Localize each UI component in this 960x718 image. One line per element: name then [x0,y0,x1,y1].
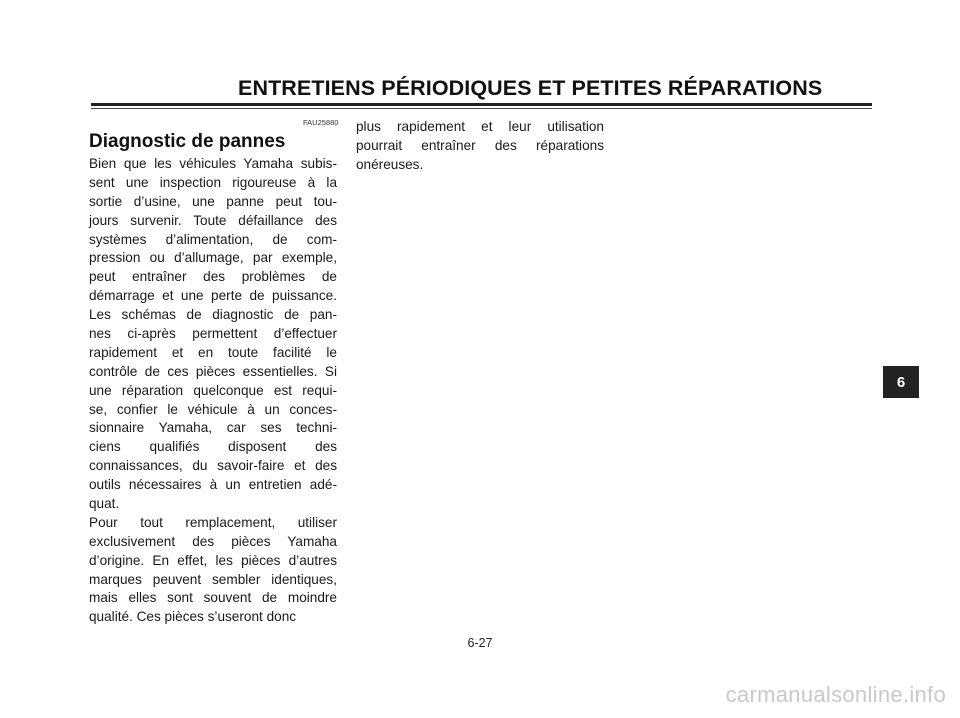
text-line: Bien que les véhicules Yamaha subis- [89,156,337,171]
text-line: se, confier le véhicule à un conces- [89,401,337,417]
chapter-tab: 6 [883,366,919,398]
text-line: connaissances, du savoir-faire et des [89,458,337,474]
text-line: qualité. Ces pièces s’useront donc [89,609,297,625]
text-line: rapidement et en toute facilité le [89,344,337,360]
text-line: pression ou d’allumage, par exemple, [89,250,337,266]
text-line: Les schémas de diagnostic de pan- [89,307,337,323]
section-code: FAU25880 [303,118,339,127]
text-line: outils nécessaires à un entretien adé- [89,477,337,493]
text-line: une réparation quelconque est requi- [89,382,337,398]
text-line: démarrage et une perte de puissance. [89,288,337,304]
text-line: plus rapidement et leur utilisation [356,119,604,134]
text-line: sortie d’usine, une panne peut tou- [89,193,337,209]
body-text-right-column [356,118,604,175]
text-line: sionnaire Yamaha, car ses techni- [89,420,337,436]
section-heading: Diagnostic de pannes [89,131,286,152]
text-line: contrôle de ces pièces essentielles. Si [89,363,337,379]
header-rule-thin [91,108,872,109]
text-line: jours survenir. Toute défaillance des [89,212,337,228]
text-line: systèmes d’alimentation, de com- [89,231,337,247]
text-line: nes ci-après permettent d’effectuer [89,326,337,342]
text-line: quat. [89,496,120,512]
text-line: onéreuses. [356,156,424,172]
text-line: exclusivement des pièces Yamaha [89,533,337,549]
text-line: pourrait entraîner des réparations [356,137,604,153]
header-rule-thick [91,103,872,106]
text-line: mais elles sont souvent de moindre [89,590,337,606]
text-line: sent une inspection rigoureuse à la [89,174,337,190]
text-line: d’origine. En effet, les pièces d’autres [89,552,337,568]
text-line: marques peuvent sembler identiques, [89,571,337,587]
page-header-title: ENTRETIENS PÉRIODIQUES ET PETITES RÉPARATIONS [238,76,823,100]
body-text-left-column [89,155,337,627]
text-line: peut entraîner des problèmes de [89,269,337,285]
text-line: ciens qualifiés disposent des [89,439,337,455]
text-line: Pour tout remplacement, utiliser [89,514,337,530]
watermark: carmanualsonline.info [725,682,946,707]
page-number: 6-27 [467,636,493,650]
